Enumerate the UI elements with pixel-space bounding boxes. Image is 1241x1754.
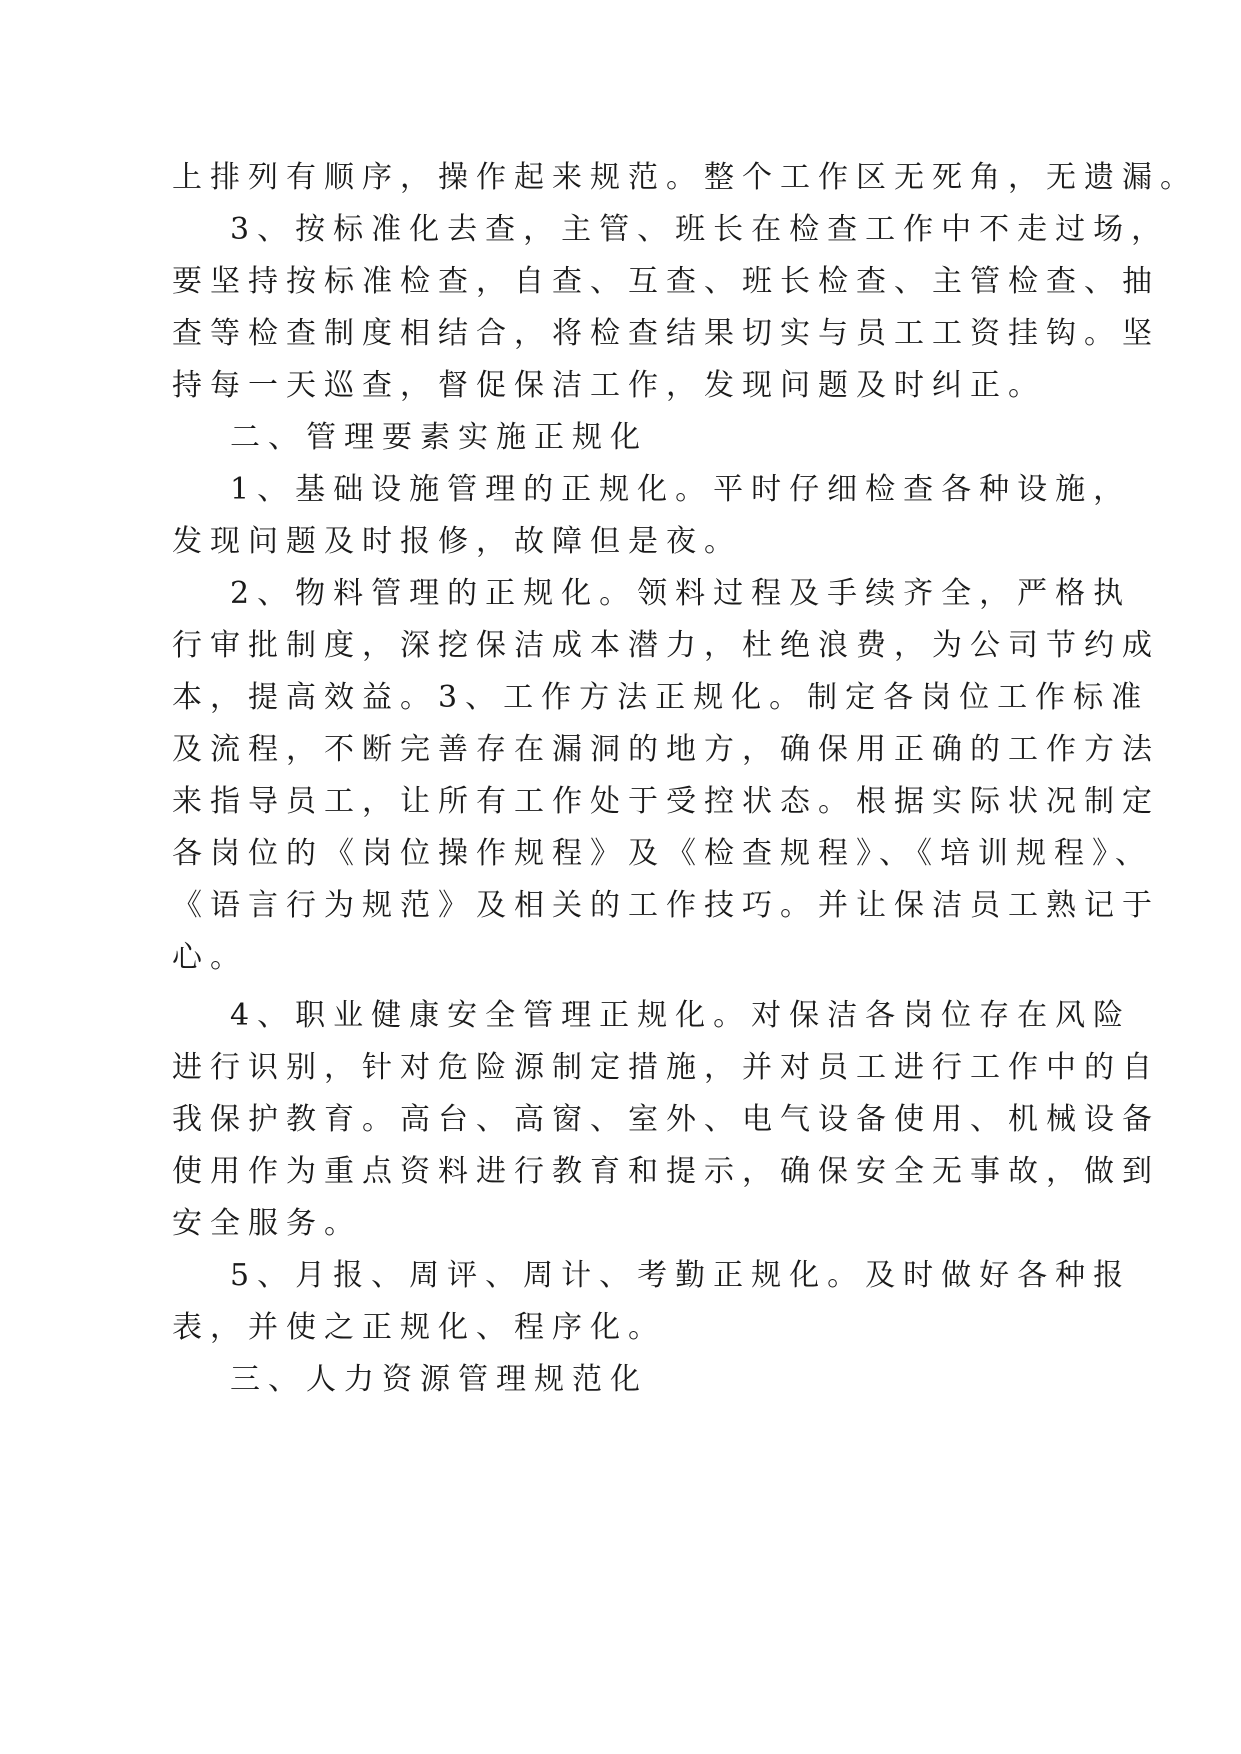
- paragraph-line: 我保护教育。高台、高窗、室外、电气设备使用、机械设备: [172, 1102, 1160, 1137]
- paragraph-line: 进行识别，针对危险源制定措施，并对员工进行工作中的自: [172, 1050, 1160, 1085]
- paragraph-line: 2、物料管理的正规化。领料过程及手续齐全，严格执: [230, 576, 1132, 611]
- paragraph-line: 上排列有顺序，操作起来规范。整个工作区无死角，无遗漏。: [172, 160, 1198, 195]
- paragraph-line: 使用作为重点资料进行教育和提示，确保安全无事故，做到: [172, 1154, 1160, 1189]
- paragraph-line: 各岗位的《岗位操作规程》及《检查规程》、《培训规程》、: [172, 836, 1153, 871]
- paragraph-line: 要坚持按标准检查，自查、互查、班长检查、主管检查、抽: [172, 264, 1160, 299]
- paragraph-line: 心。: [172, 940, 248, 975]
- paragraph-line: 发现问题及时报修，故障但是夜。: [172, 524, 742, 559]
- paragraph-line: 持每一天巡查，督促保洁工作，发现问题及时纠正。: [172, 368, 1046, 403]
- paragraph-line: 表，并使之正规化、程序化。: [172, 1310, 666, 1345]
- paragraph-line: 来指导员工，让所有工作处于受控状态。根据实际状况制定: [172, 784, 1160, 819]
- section-heading: 三、人力资源管理规范化: [230, 1362, 648, 1397]
- paragraph-line: 1、基础设施管理的正规化。平时仔细检查各种设施，: [230, 472, 1132, 507]
- paragraph-line: 及流程，不断完善存在漏洞的地方，确保用正确的工作方法: [172, 732, 1160, 767]
- paragraph-line: 查等检查制度相结合，将检查结果切实与员工工资挂钩。坚: [172, 316, 1160, 351]
- paragraph-line: 5、月报、周评、周计、考勤正规化。及时做好各种报: [230, 1258, 1132, 1293]
- paragraph-line: 安全服务。: [172, 1206, 362, 1241]
- paragraph-line: 3、按标准化去查，主管、班长在检查工作中不走过场，: [230, 212, 1170, 247]
- paragraph-line: 行审批制度，深挖保洁成本潜力，杜绝浪费，为公司节约成: [172, 628, 1160, 663]
- section-heading: 二、管理要素实施正规化: [230, 420, 648, 455]
- paragraph-line: 本，提高效益。3、工作方法正规化。制定各岗位工作标准: [172, 680, 1150, 715]
- paragraph-line: 《语言行为规范》及相关的工作技巧。并让保洁员工熟记于: [172, 888, 1160, 923]
- paragraph-line: 4、职业健康安全管理正规化。对保洁各岗位存在风险: [230, 998, 1132, 1033]
